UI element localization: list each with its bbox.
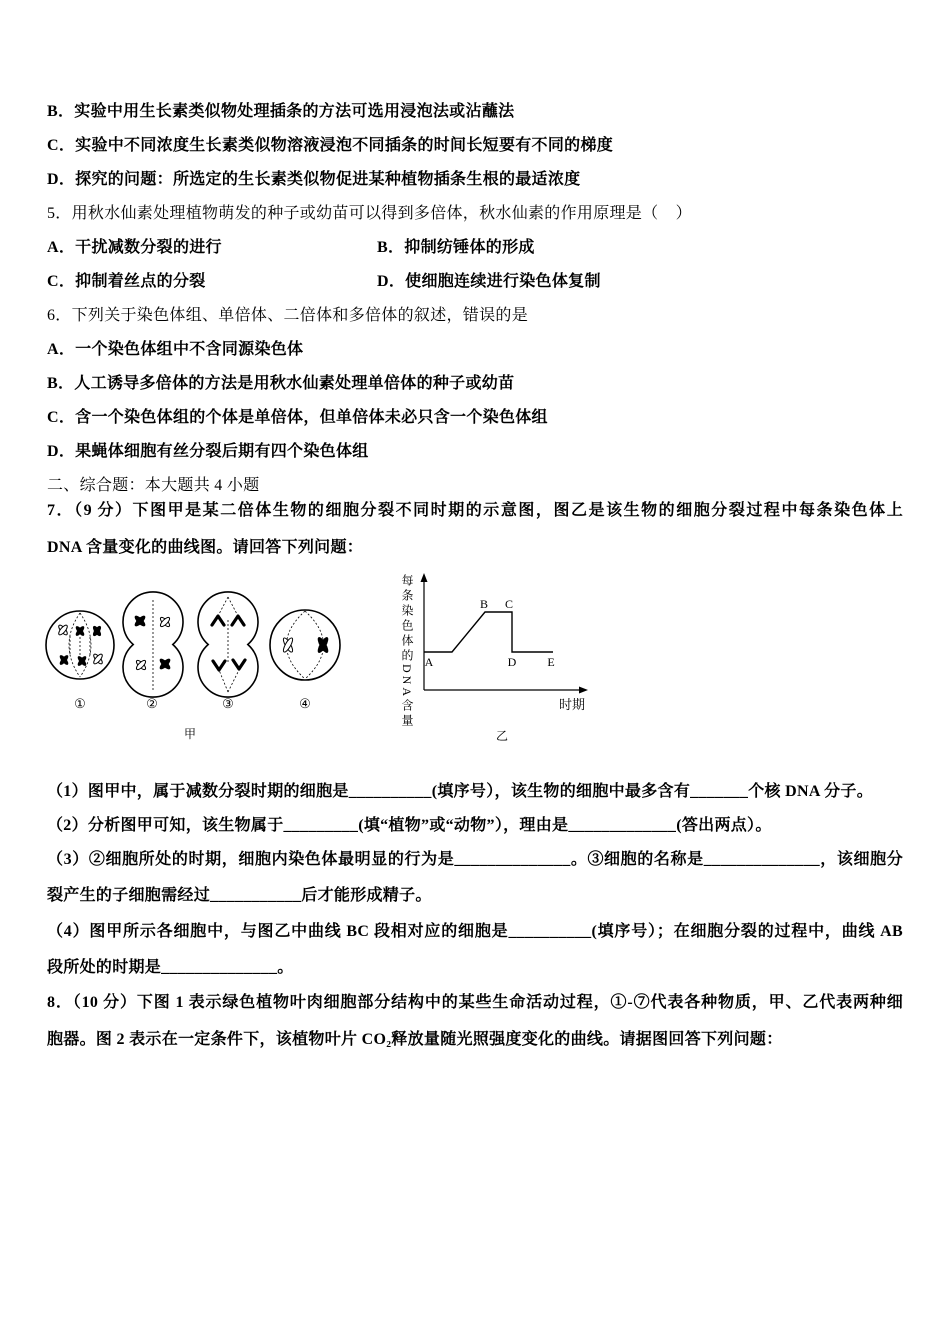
q7-figure: [0, 560, 620, 750]
cell-2-chromosome: [133, 614, 147, 628]
graph-x-axis-arrow: [579, 687, 588, 694]
graph-point-c: C: [504, 597, 514, 611]
figure-yi-caption: 乙: [495, 729, 509, 743]
cell-1-spindle-center: [70, 636, 90, 655]
cell-label-3: ③: [222, 696, 234, 711]
cell-label-1: ①: [74, 696, 86, 711]
cell-3-spindle: [218, 597, 239, 692]
q8-stem-line-1: 8．（10 分）下图 1 表示绿色植物叶肉细胞部分结构中的某些生命活动过程，①-⑦代表各种物质，甲、乙代表两种细: [47, 994, 903, 1011]
q6-option-a: A．一个染色体组中不含同源染色体: [47, 341, 304, 358]
cell-4: [270, 610, 340, 680]
prev-option-d: D．探究的问题：所选定的生长素类似物促进某种植物插条生根的最适浓度: [47, 171, 581, 188]
q6-stem: 6．下列关于染色体组、单倍体、二倍体和多倍体的叙述，错误的是: [47, 307, 529, 324]
cell-2-chromosome: [159, 616, 171, 628]
cell-1: [46, 611, 114, 679]
cell-label-2: ②: [146, 696, 158, 711]
cell-2: [123, 592, 183, 697]
q7-sub-1: （1）图甲中，属于减数分裂时期的细胞是__________(填序号），该生物的细胞中最多含有_______个核 DNA 分子。: [47, 783, 874, 800]
cell-1-chromosome: [74, 625, 85, 637]
graph-point-b: B: [479, 597, 489, 611]
prev-option-b: B．实验中用生长素类似物处理插条的方法可选用浸泡法或沾蘸法: [47, 103, 515, 120]
cell-1-spindle-left: [69, 613, 80, 677]
graph-y-axis-arrow: [421, 573, 428, 582]
q7-sub-2: （2）分析图甲可知，该生物属于_________(填“植物”或“动物”），理由是_____________(答出两点）。: [47, 817, 772, 834]
prev-option-c: C．实验中不同浓度生长素类似物溶液浸泡不同插条的时间长短要有不同的梯度: [47, 137, 614, 154]
q5-option-b: B．抑制纺锤体的形成: [377, 239, 535, 256]
graph-curve: [424, 612, 553, 652]
cell-1-chromosome: [91, 625, 102, 638]
figure-jia-caption: 甲: [183, 727, 197, 741]
cell-3-chromosome: [232, 616, 244, 625]
cell-3-chromosome: [212, 616, 224, 625]
cell-1-chromosome: [58, 654, 69, 666]
q6-option-b: B．人工诱导多倍体的方法是用秋水仙素处理单倍体的种子或幼苗: [47, 375, 515, 392]
graph-point-a: A: [424, 655, 434, 669]
q8-stem-line-2: 胞器。图 2 表示在一定条件下，该植物叶片 CO₂释放量随光照强度变化的曲线。请据图回答下列问题：: [47, 1031, 783, 1048]
q5-option-a: A．干扰减数分裂的进行: [47, 239, 222, 256]
cell-2-chromosome: [135, 659, 147, 671]
cell-3-chromosome: [213, 661, 225, 670]
q7-sub-3-line-2: 裂产生的子细胞需经过___________后才能形成精子。: [47, 887, 432, 904]
q7-sub-4-line-2: 段所处的时期是______________。: [47, 959, 294, 976]
graph-point-e: E: [547, 655, 555, 669]
graph-x-label: 时期: [558, 697, 586, 712]
cell-1-chromosome: [57, 624, 68, 636]
cell-3-chromosome: [233, 660, 245, 669]
q6-option-c: C．含一个染色体组的个体是单倍体，但单倍体未必只含一个染色体组: [47, 409, 548, 426]
q7-sub-3-line-1: （3）②细胞所处的时期，细胞内染色体最明显的行为是______________。③细胞的名称是______________，该细胞分: [47, 851, 903, 868]
cell-1-chromosome: [92, 653, 103, 665]
q5-option-d: D．使细胞连续进行染色体复制: [377, 273, 601, 290]
q7-stem-line-2: DNA 含量变化的曲线图。请回答下列问题：: [47, 539, 364, 556]
cell-1-chromosome: [76, 655, 87, 667]
section-heading: 二、综合题：本大题共 4 小题: [47, 477, 260, 494]
cell-3: [198, 592, 258, 697]
cell-2-chromosome: [158, 657, 172, 671]
graph-yi: [421, 573, 589, 743]
cell-1-spindle-right: [80, 613, 91, 677]
q7-sub-4-line-1: （4）图甲所示各细胞中，与图乙中曲线 BC 段相对应的细胞是__________(填序号）；在细胞分裂的过程中，曲线 AB: [47, 923, 903, 940]
cell-4-chromosome: [282, 637, 295, 653]
cell-4-membrane: [270, 610, 340, 680]
graph-point-d: D: [507, 655, 517, 669]
cell-label-4: ④: [299, 696, 311, 711]
q6-option-d: D．果蝇体细胞有丝分裂后期有四个染色体组: [47, 443, 369, 460]
q5-option-c: C．抑制着丝点的分裂: [47, 273, 206, 290]
graph-y-label: 每条染色体的DNA含量: [400, 574, 414, 729]
q5-stem: 5．用秋水仙素处理植物萌发的种子或幼苗可以得到多倍体，秋水仙素的作用原理是（ ）: [47, 205, 692, 222]
q7-stem-line-1: 7．（9 分）下图甲是某二倍体生物的细胞分裂不同时期的示意图，图乙是该生物的细胞分裂过程中每条染色体上: [47, 502, 903, 519]
